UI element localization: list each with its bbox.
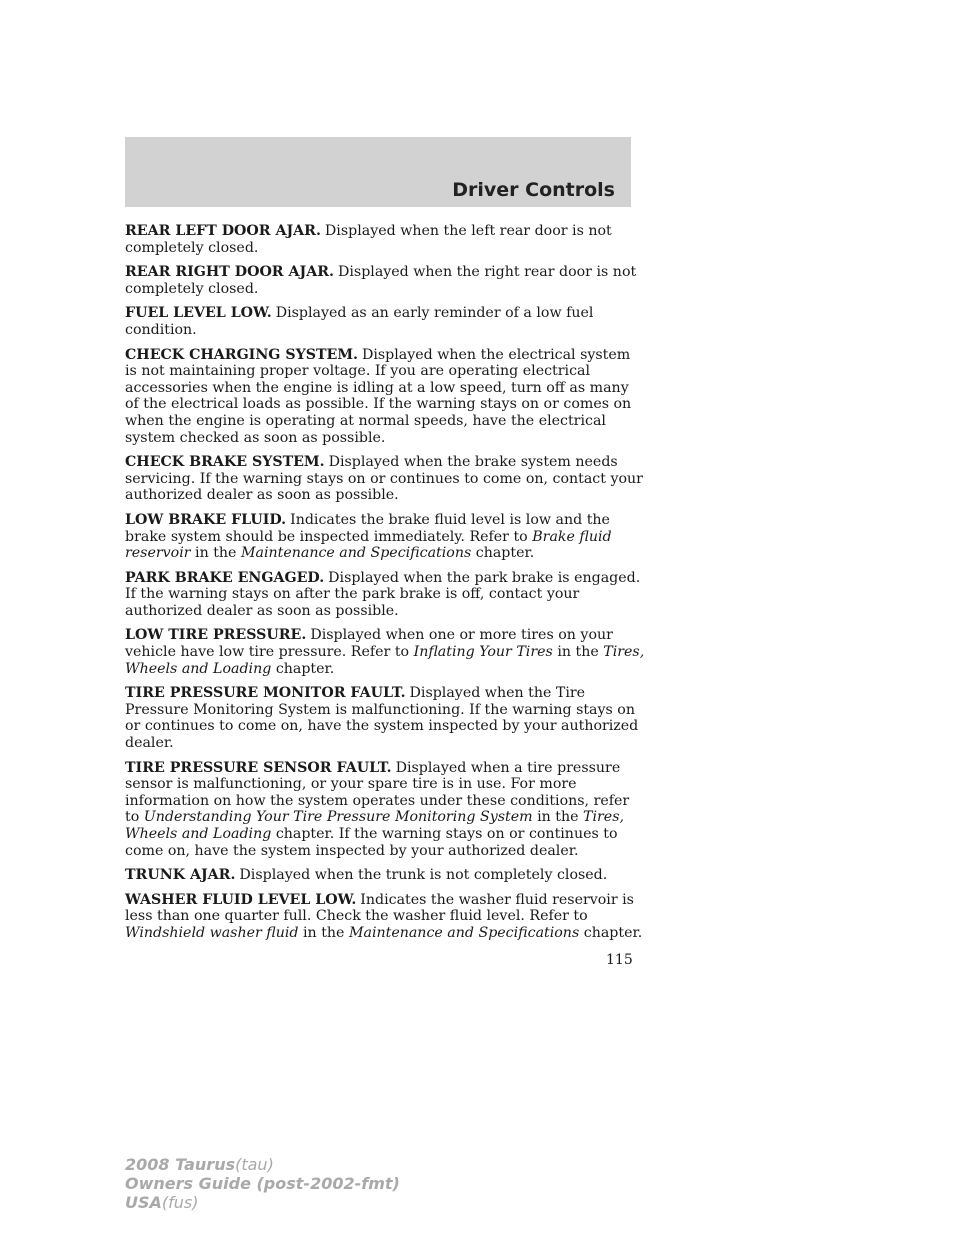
entry-text: Indicates the washer fluid reservoir is less than one quarter full. Check the washer fluid level. Refer to	[125, 891, 634, 925]
section-header-band	[125, 137, 631, 207]
entry-text: Displayed when one or more tires on your vehicle have low tire pressure. Refer to	[125, 627, 613, 661]
entry-text: chapter.	[475, 545, 535, 562]
entry-washer-fluid-level-low	[125, 892, 645, 942]
page-number: 115	[606, 952, 633, 968]
entry-text: Displayed when the trunk is not completely closed.	[239, 867, 608, 884]
entry-text: Displayed when the brake system needs servicing. If the warning stays on or continues to come on, contact your authorized dealer as soon as possible.	[125, 454, 643, 504]
entry-text: in the	[303, 924, 345, 941]
entry-reference: Inflating Your Tires	[413, 644, 553, 661]
entry-text: Displayed as an early reminder of a low fuel condition.	[125, 305, 594, 338]
footer-line-guide: Owners Guide (post-2002-fmt)	[125, 1174, 400, 1193]
entry-term: WASHER FLUID LEVEL LOW.	[125, 891, 357, 908]
footer-market: USA	[125, 1193, 162, 1212]
entry-term: FUEL LEVEL LOW.	[125, 305, 272, 322]
entry-text: Displayed when the left rear door is not completely closed.	[125, 223, 612, 256]
footer-line-model	[125, 1155, 400, 1174]
page-content	[125, 223, 645, 950]
entry-reference: Tires, Wheels and Loading	[125, 809, 624, 842]
entry-term: REAR LEFT DOOR AJAR.	[125, 223, 321, 239]
entry-term: LOW TIRE PRESSURE.	[125, 627, 307, 644]
entry-term: CHECK BRAKE SYSTEM.	[125, 454, 325, 471]
entry-text: Displayed when the park brake is engaged. If the warning stays on after the park brake is off, contact your authorized dealer as soon as possible.	[125, 569, 641, 619]
entry-fuel-level-low	[125, 305, 645, 338]
entry-park-brake-engaged	[125, 570, 645, 620]
entry-low-tire-pressure	[125, 627, 645, 677]
entry-rear-right-door-ajar	[125, 264, 645, 297]
entry-text: chapter. If the warning stays on or continues to come on, have the system inspected by your authorized dealer.	[125, 826, 618, 859]
entry-check-brake-system	[125, 454, 645, 504]
entry-check-charging-system	[125, 347, 645, 447]
entry-text: chapter.	[583, 924, 643, 941]
entry-tire-pressure-sensor-fault	[125, 760, 645, 860]
entry-reference: Understanding Your Tire Pressure Monitoring System	[143, 809, 533, 826]
footer-market-code: (fus)	[161, 1193, 199, 1212]
entry-reference: Maintenance and Specifications	[348, 924, 580, 941]
entry-rear-left-door-ajar	[125, 223, 645, 256]
entry-text: Displayed when a tire pressure sensor is malfunctioning, or your spare tire is in use. For more information on how the system operates under these conditions, refer to	[125, 759, 630, 826]
entry-reference: Maintenance and Specifications	[240, 545, 472, 562]
entry-term: LOW BRAKE FLUID.	[125, 511, 287, 528]
footer-model: 2008 Taurus	[125, 1155, 236, 1174]
entry-term: PARK BRAKE ENGAGED.	[125, 569, 325, 586]
entry-text: Displayed when the electrical system is not maintaining proper voltage. If you are operating electrical accessories when the engine is idling at a low speed, turn off as many of the electrical loads as possible. If the warning stays on or comes on when the engine is operating at normal speeds, have the electrical system checked as soon as possible.	[125, 346, 632, 446]
entry-term: TRUNK AJAR.	[125, 867, 236, 884]
entry-text: in the	[557, 644, 599, 661]
entry-tire-pressure-monitor-fault	[125, 685, 645, 751]
entry-term: CHECK CHARGING SYSTEM.	[125, 346, 358, 363]
entry-reference: Brake fluid reservoir	[125, 528, 612, 562]
entry-trunk-ajar	[125, 867, 645, 884]
entry-text: in the	[195, 545, 237, 562]
entry-reference: Tires, Wheels and Loading	[125, 644, 645, 677]
entry-text: Displayed when the right rear door is not completely closed.	[125, 264, 637, 297]
document-footer	[125, 1155, 400, 1212]
entry-text: in the	[537, 809, 579, 826]
footer-model-code: (tau)	[235, 1155, 274, 1174]
entry-term: REAR RIGHT DOOR AJAR.	[125, 264, 334, 281]
entry-text: chapter.	[275, 660, 335, 677]
entry-reference: Windshield washer fluid	[125, 924, 299, 941]
entry-term: TIRE PRESSURE SENSOR FAULT.	[125, 759, 392, 776]
entry-low-brake-fluid	[125, 512, 645, 562]
entry-term: TIRE PRESSURE MONITOR FAULT.	[125, 685, 406, 702]
entry-text: Displayed when the Tire Pressure Monitoring System is malfunctioning. If the warning stays on or continues to come on, have the system inspected by your authorized dealer.	[125, 685, 639, 752]
footer-line-market	[125, 1193, 400, 1212]
section-title: Driver Controls	[452, 179, 615, 201]
entry-text: Indicates the brake fluid level is low and the brake system should be inspected immediately. Refer to	[125, 511, 610, 545]
